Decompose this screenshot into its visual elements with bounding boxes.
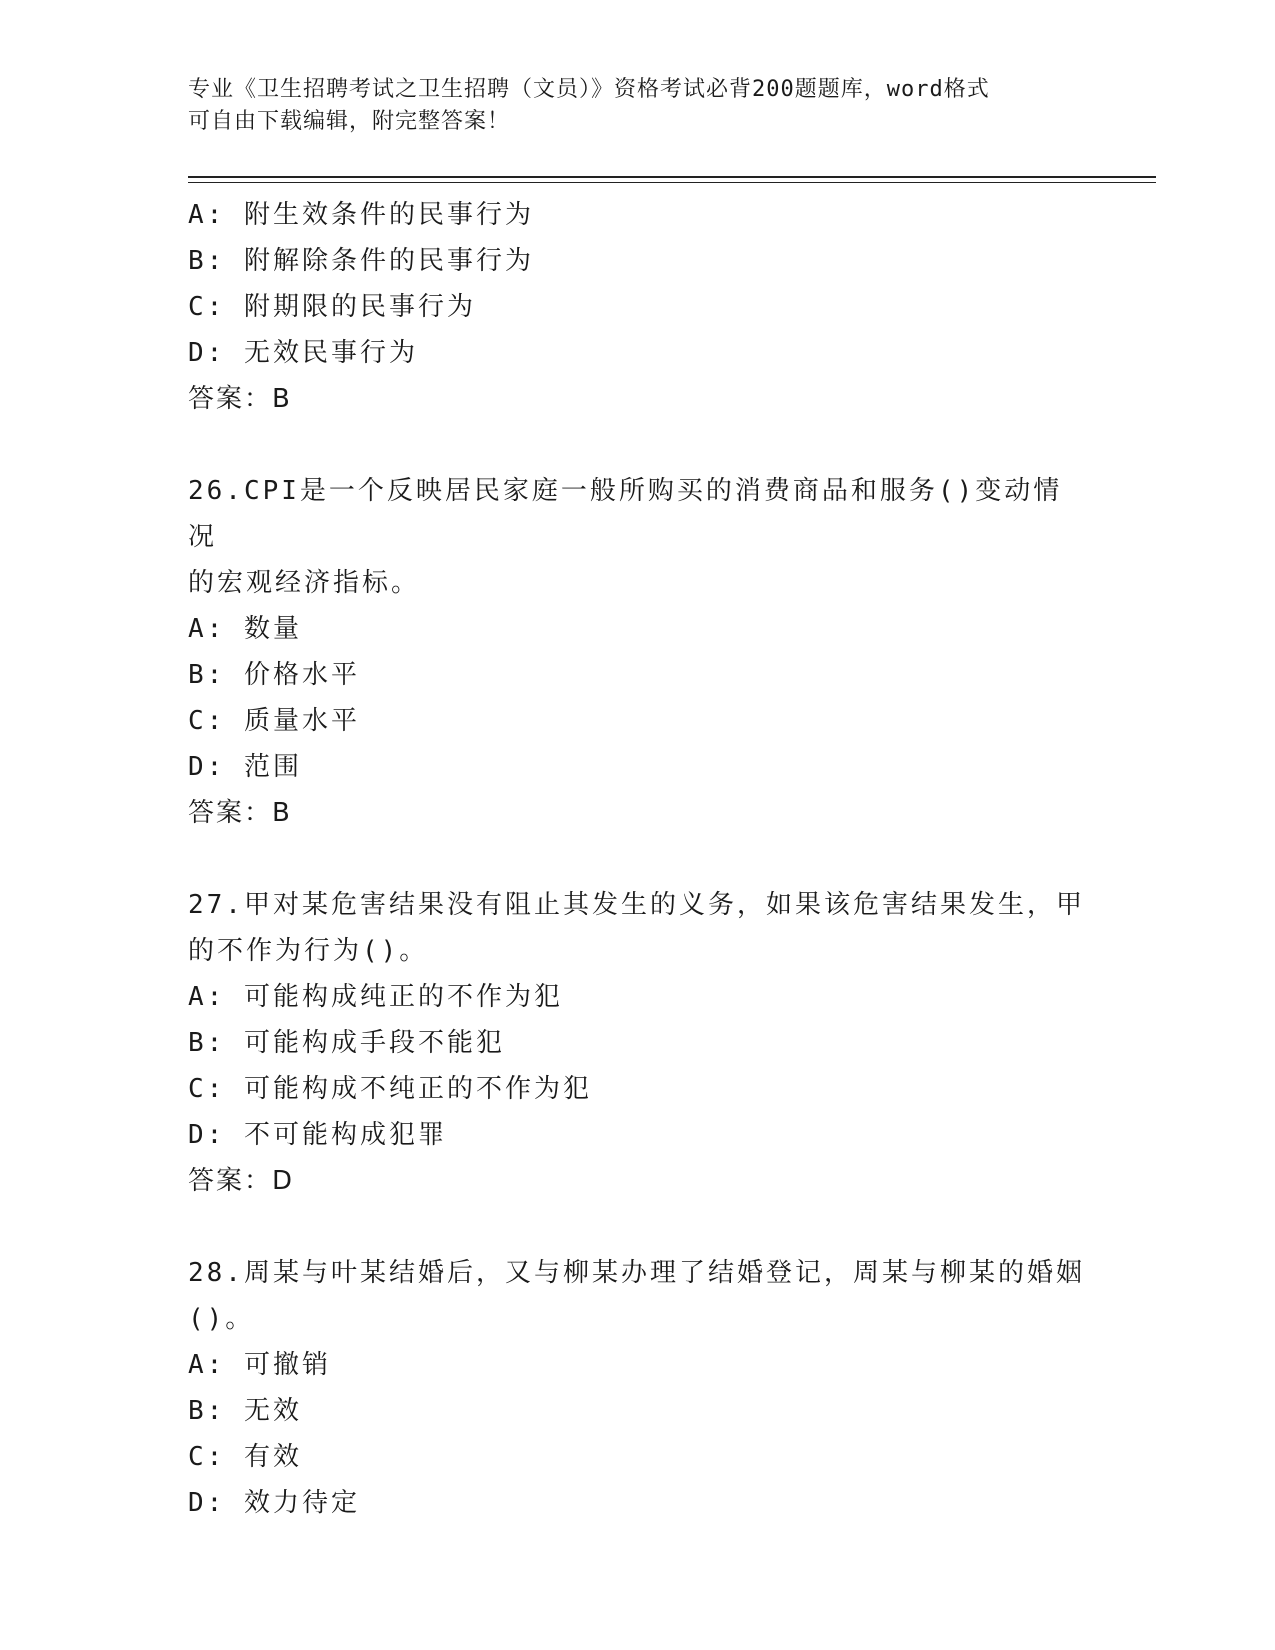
option-a: A: 附生效条件的民事行为 (188, 200, 534, 230)
spacer (188, 836, 1088, 882)
option-c: C: 可能构成不纯正的不作为犯 (188, 1074, 592, 1104)
header-line-2: 可自由下载编辑，附完整答案！ (188, 109, 511, 134)
question-block-27 (188, 882, 1088, 1204)
question-block-28 (188, 1250, 1088, 1526)
header-line-1: 专业《卫生招聘考试之卫生招聘（文员）》资格考试必背200题题库，word格式 (188, 77, 990, 102)
option-d: D: 效力待定 (188, 1488, 360, 1518)
question-text-line-1: 26.CPI是一个反映居民家庭一般所购买的消费商品和服务()变动情况 (188, 476, 1063, 552)
option-d: D: 范围 (188, 752, 302, 782)
option-d: D: 无效民事行为 (188, 338, 418, 368)
option-c: C: 质量水平 (188, 706, 360, 736)
question-list (188, 192, 1088, 1526)
question-text-line-2: 的宏观经济指标。 (188, 568, 421, 598)
document-header (188, 74, 1068, 138)
question-block-25 (188, 192, 1088, 422)
question-text-line-2: ()。 (188, 1304, 255, 1334)
option-b: B: 附解除条件的民事行为 (188, 246, 534, 276)
option-a: A: 可撤销 (188, 1350, 331, 1380)
option-c: C: 附期限的民事行为 (188, 292, 476, 322)
option-b: B: 无效 (188, 1396, 302, 1426)
spacer (188, 1204, 1088, 1250)
answer-line: 答案：B (188, 798, 292, 828)
answer-line: 答案：B (188, 384, 292, 414)
option-d: D: 不可能构成犯罪 (188, 1120, 447, 1150)
option-b: B: 价格水平 (188, 660, 360, 690)
question-text-line-2: 的不作为行为()。 (188, 936, 429, 966)
answer-line: 答案：D (188, 1166, 295, 1196)
question-text-line-1: 28.周某与叶某结婚后，又与柳某办理了结婚登记，周某与柳某的婚姻 (188, 1258, 1085, 1288)
option-a: A: 可能构成纯正的不作为犯 (188, 982, 563, 1012)
option-b: B: 可能构成手段不能犯 (188, 1028, 505, 1058)
header-divider-thin (188, 182, 1156, 183)
question-text-line-1: 27.甲对某危害结果没有阻止其发生的义务，如果该危害结果发生，甲 (188, 890, 1085, 920)
header-divider-thick (188, 176, 1156, 178)
question-block-26 (188, 468, 1088, 836)
option-c: C: 有效 (188, 1442, 302, 1472)
option-a: A: 数量 (188, 614, 302, 644)
spacer (188, 422, 1088, 468)
